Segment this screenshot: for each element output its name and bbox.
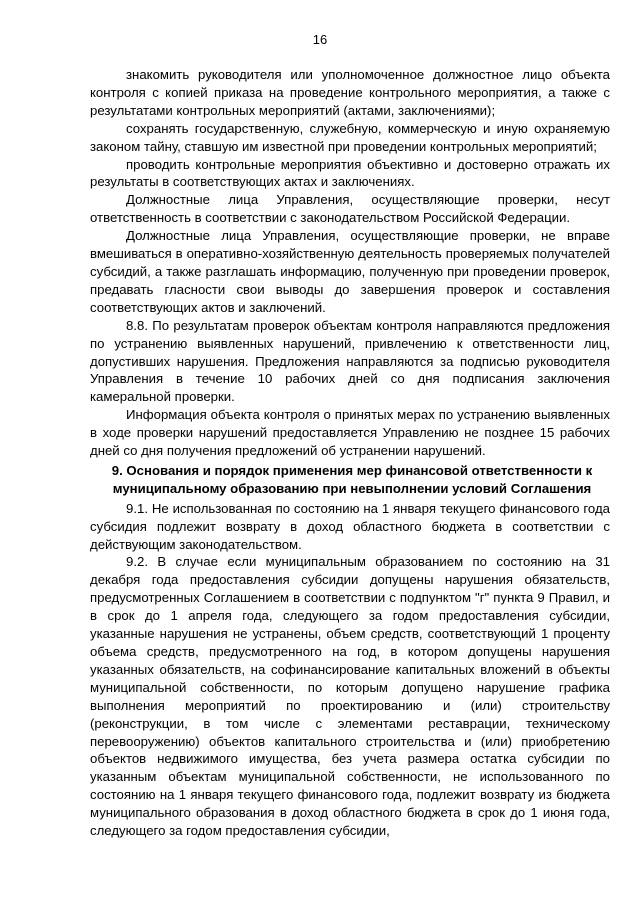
paragraph-9-1: 9.1. Не использованная по состоянию на 1 января текущего финансового года субсидия подлежит возврату в доход областного бюджета в соответствии с действующим законодательством. xyxy=(90,500,610,552)
section-9-heading: 9. Основания и порядок применения мер финансовой ответственности к муниципальному образованию при невыполнении условий Соглашения xyxy=(111,462,593,496)
paragraph-acquaint: знакомить руководителя или уполномоченное должностное лицо объекта контроля с копией приказа на проведение контрольного мероприятия, а также с результатами контрольных мероприятий (актами, заключениями); xyxy=(90,67,610,118)
document-body xyxy=(90,66,610,840)
paragraph-objectivity: проводить контрольные мероприятия объективно и достоверно отражать их результаты в соответствующих актах и заключениях. xyxy=(90,156,610,190)
paragraph-8-8: 8.8. По результатам проверок объектам контроля направляются предложения по устранению выявленных нарушений, привлечению к ответственности лиц, допустивших нарушения. Предложения направляются за подписью руководителя Управления в течение 10 рабочих дней со дня подписания заключения камеральной проверки. xyxy=(90,317,610,405)
paragraph-responsibility: Должностные лица Управления, осуществляющие проверки, несут ответственность в соответствии с законодательством Российской Федерации. xyxy=(90,192,610,226)
paragraph-non-interference: Должностные лица Управления, осуществляющие проверки, не вправе вмешиваться в оперативно-хозяйственную деятельность проверяемых получателей субсидий, а также разглашать информацию, полученную при проведении проверок, предавать гласности свои выводы до завершения проверок и составления соответствующих актов и заключений. xyxy=(90,228,610,315)
paragraph-confidentiality: сохранять государственную, служебную, коммерческую и иную охраняемую законом тайну, ставшую им известной при проведении контрольных мероприятий; xyxy=(90,120,610,154)
paragraph-remediation-info: Информация объекта контроля о принятых мерах по устранению выявленных в ходе проверки нарушений предоставляется Управлению не позднее 15 рабочих дней со дня получения предложений об устранении нарушений. xyxy=(90,407,610,459)
paragraph-9-2: 9.2. В случае если муниципальным образованием по состоянию на 31 декабря года предоставления субсидии допущены нарушения обязательств, предусмотренных Соглашением в соответствии с подпунктом "г" пункта 9 Правил, и в срок до 1 апреля года, следующего за годом предоставления субсидии, указанные нарушения не устранены, объем средств, соответствующий 1 проценту объема средств, предусмотренного на год, в котором допущены нарушения указанных обязательств, на софинансирование капитальных вложений в объекты муниципальной собственности, по которым допущено нарушение графика выполнения мероприятий по проектированию и (или) строительству (реконструкции, в том числе с элементами реставрации, техническому перевооружению) объектов капитального строительства и (или) приобретению объектов недвижимого имущества, без учета размера остатка субсидии по указанным объектам муниципальной собственности, не использованного по состоянию на 1 января текущего финансового года, подлежит возврату из бюджета муниципального образования в доход областного бюджета в срок до 1 июня года, следующего за годом предоставления субсидии, xyxy=(90,554,610,839)
page-number: 16 xyxy=(312,32,328,47)
